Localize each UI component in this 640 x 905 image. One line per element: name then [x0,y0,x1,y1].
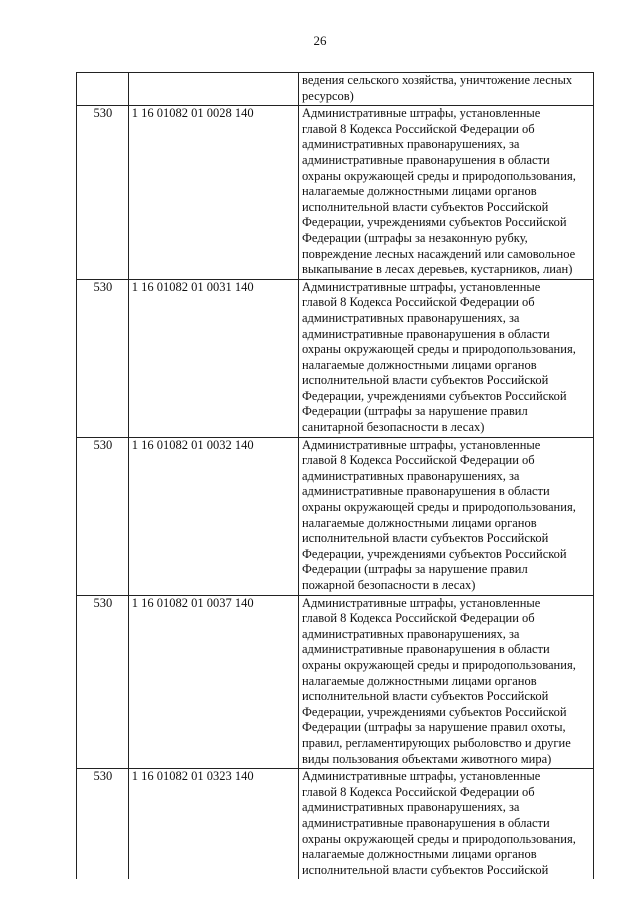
description-line: виды пользования объектами животного мира) [301,751,552,766]
description-line: исполнительной власти субъектов Российской [301,373,549,388]
description-line: правил, регламентирующих рыболовство и другие [301,735,571,750]
description-line: главой 8 Кодекса Российской Федерации об [301,295,535,310]
description-line: Федерации (штрафы за нарушение правил [301,562,528,577]
table-row [77,279,594,437]
description-line: Административные штрафы, установленные [301,769,541,784]
admin-code-cell: 530 [77,279,129,437]
description-line: Федерации, учреждениями субъектов Российской [301,704,567,719]
admin-code-cell: 530 [77,437,129,595]
kbk-code-cell: 1 16 01082 01 0028 140 [128,106,298,280]
description-line: налагаемые должностными лицами органов [301,673,537,688]
description-line: повреждение лесных насаждений или самовольное [301,246,576,261]
description-line: налагаемые должностными лицами органов [301,515,537,530]
description-line: охраны окружающей среды и природопользования, [301,831,576,846]
description-line: главой 8 Кодекса Российской Федерации об [301,784,535,799]
description-line: исполнительной власти субъектов Российской [301,531,549,546]
description-line: охраны окружающей среды и природопользования, [301,342,576,357]
table-row-continuation [77,73,594,106]
description-line: Административные штрафы, установленные [301,437,541,452]
description-line: исполнительной власти субъектов Российской [301,862,549,877]
description-line: охраны окружающей среды и природопользования, [301,657,576,672]
kbk-code-cell: 1 16 01082 01 0323 140 [128,769,298,880]
description-line: административные правонарушения в области [301,326,550,341]
description-line: исполнительной власти субъектов Российской [301,689,549,704]
admin-code-cell: 530 [77,595,129,769]
description-line: охраны окружающей среды и природопользования, [301,500,576,515]
description-cell [298,73,593,106]
table-body [77,73,594,880]
description-line: ведения сельского хозяйства, уничтожение лесных [301,73,573,87]
description-line: Федерации, учреждениями субъектов Российской [301,546,567,561]
description-line: пожарной безопасности в лесах) [301,578,476,592]
description-line: исполнительной власти субъектов Российской [301,199,549,214]
description-line: главой 8 Кодекса Российской Федерации об [301,453,535,468]
description-line: административные правонарушения в области [301,642,550,657]
budget-codes-table [76,72,594,879]
description-cell [298,595,593,769]
description-line: главой 8 Кодекса Российской Федерации об [301,121,535,136]
description-line: охраны окружающей среды и природопользования, [301,168,576,183]
description-line: административных правонарушениях, за [301,310,520,325]
description-line: санитарной безопасности в лесах) [301,420,485,435]
table-row [77,437,594,595]
description-cell [298,769,593,880]
description-line: административных правонарушениях, за [301,468,520,483]
description-line: Федерации (штрафы за нарушение правил охоты, [301,720,566,735]
description-line: ресурсов) [301,88,354,103]
description-cell [298,437,593,595]
description-line: административных правонарушениях, за [301,626,520,641]
kbk-code-cell: 1 16 01082 01 0037 140 [128,595,298,769]
description-line: административные правонарушения в области [301,484,550,499]
kbk-code-cell: 1 16 01082 01 0032 140 [128,437,298,595]
description-line: административных правонарушениях, за [301,137,520,152]
description-line: административные правонарушения в области [301,815,550,830]
description-line: Административные штрафы, установленные [301,106,541,121]
table-row [77,106,594,280]
description-line: главой 8 Кодекса Российской Федерации об [301,611,535,626]
description-line: налагаемые должностными лицами органов [301,847,537,862]
admin-code-cell [77,73,129,106]
admin-code-cell: 530 [77,106,129,280]
description-line: Федерации (штрафы за незаконную рубку, [301,230,528,245]
description-line: Административные штрафы, установленные [301,279,541,294]
admin-code-cell: 530 [77,769,129,880]
description-line: налагаемые должностными лицами органов [301,184,537,199]
table-row [77,769,594,880]
description-cell [298,279,593,437]
description-line: административных правонарушениях, за [301,800,520,815]
description-line: административные правонарушения в области [301,152,550,167]
description-line: Федерации, учреждениями субъектов Российской [301,215,567,230]
description-line: Административные штрафы, установленные [301,595,541,610]
kbk-code-cell: 1 16 01082 01 0031 140 [128,279,298,437]
description-line: выкапывание в лесах деревьев, кустарников, лиан) [301,262,573,277]
description-line: Федерации, учреждениями субъектов Российской [301,388,567,403]
description-line: налагаемые должностными лицами органов [301,357,537,372]
description-cell [298,106,593,280]
table-row [77,595,594,769]
page-number: 26 [313,33,327,48]
description-line: Федерации (штрафы за нарушение правил [301,404,528,419]
kbk-code-cell [128,73,298,106]
